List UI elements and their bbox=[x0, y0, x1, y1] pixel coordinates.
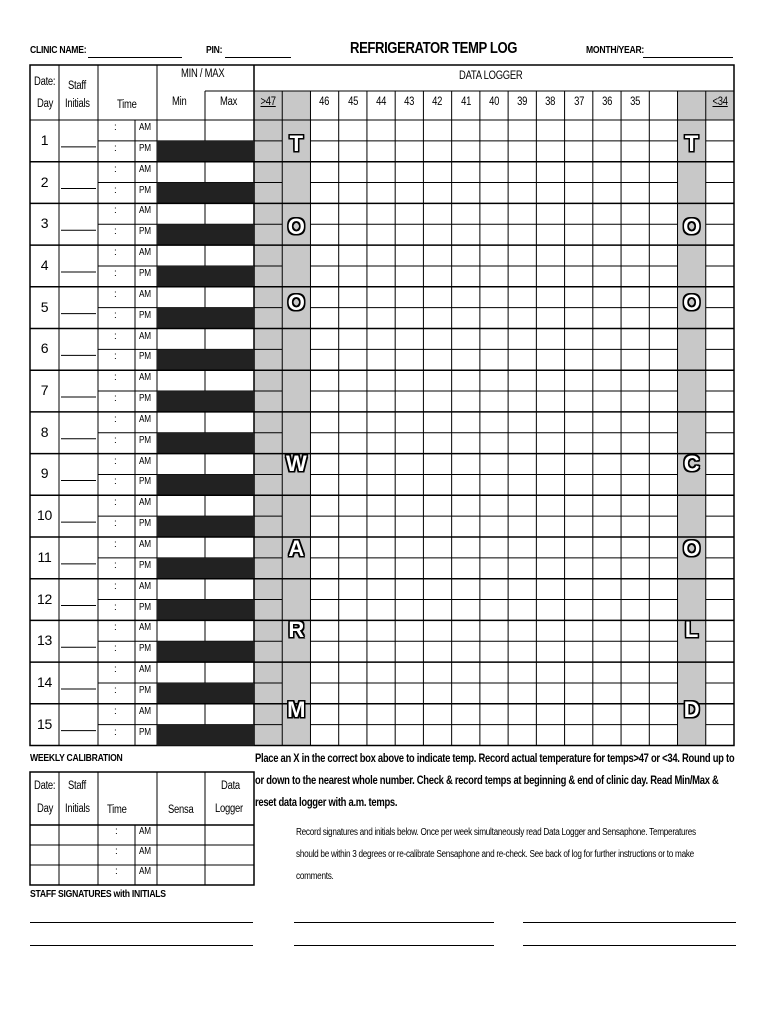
am-label: AM bbox=[139, 330, 151, 342]
day-number: 3 bbox=[40, 215, 49, 232]
too-warm-letter: O bbox=[287, 214, 305, 239]
day-number: 2 bbox=[40, 173, 49, 190]
pm-label: PM bbox=[139, 684, 151, 696]
am-label: AM bbox=[139, 497, 151, 509]
temp-header-42: 42 bbox=[432, 96, 443, 108]
pm-label: PM bbox=[139, 601, 151, 613]
signature-line[interactable] bbox=[523, 922, 736, 923]
signature-line[interactable] bbox=[294, 922, 494, 923]
pm-label: PM bbox=[139, 434, 151, 446]
signature-line[interactable] bbox=[294, 945, 494, 946]
min-header: Min bbox=[172, 96, 187, 108]
too-warm-letter: W bbox=[285, 451, 307, 476]
pm-label: PM bbox=[139, 726, 151, 738]
pm-minmax-blackout bbox=[157, 266, 254, 287]
day-number: 11 bbox=[37, 548, 52, 565]
am-label: AM bbox=[139, 580, 151, 592]
am-label: AM bbox=[139, 372, 151, 384]
instruction-line-3: reset data logger with a.m. temps. bbox=[255, 797, 398, 809]
too-cold-letter: T bbox=[684, 131, 699, 156]
date-header: Date: bbox=[34, 76, 56, 88]
temp-header-37: 37 bbox=[573, 96, 584, 108]
pm-minmax-blackout bbox=[157, 516, 254, 537]
day-number: 4 bbox=[40, 256, 49, 273]
gray-column bbox=[282, 91, 310, 746]
pm-minmax-blackout bbox=[157, 391, 254, 412]
time-colon: : bbox=[114, 518, 117, 530]
time-colon: : bbox=[114, 684, 117, 696]
time-colon: : bbox=[114, 288, 117, 300]
data-logger-header: DATA LOGGER bbox=[459, 70, 523, 82]
cal-staff-header: Staff bbox=[68, 780, 87, 792]
note-line-2: should be within 3 degrees or re-calibrate Sensaphone and re-check. See back of log for further instructions or to make bbox=[296, 849, 694, 860]
temp-header-46: 46 bbox=[319, 96, 330, 108]
pm-label: PM bbox=[139, 476, 151, 488]
pm-label: PM bbox=[139, 351, 151, 363]
too-warm-letter: T bbox=[289, 131, 304, 156]
day-number: 1 bbox=[40, 131, 49, 148]
month-year-label: MONTH/YEAR: bbox=[586, 44, 645, 56]
time-colon: : bbox=[114, 643, 117, 655]
time-colon: : bbox=[114, 580, 117, 592]
time-colon: : bbox=[114, 455, 117, 467]
time-colon: : bbox=[114, 122, 117, 133]
time-colon: : bbox=[114, 413, 117, 425]
time-colon: : bbox=[114, 559, 117, 571]
time-colon: : bbox=[115, 826, 118, 837]
time-colon: : bbox=[114, 434, 117, 446]
cal-logger-header: Logger bbox=[215, 803, 243, 815]
cal-initials-header: Initials bbox=[65, 803, 90, 815]
temp-header-44: 44 bbox=[376, 96, 387, 108]
am-label: AM bbox=[139, 539, 151, 550]
signatures-heading: STAFF SIGNATURES with INITIALS bbox=[30, 888, 166, 900]
gray-column bbox=[678, 91, 706, 746]
pin-label: PIN: bbox=[206, 44, 223, 56]
cal-day-header: Day bbox=[37, 803, 54, 815]
temp-header-34: <34 bbox=[712, 96, 728, 108]
signature-line[interactable] bbox=[30, 945, 253, 946]
note-line-3: comments. bbox=[296, 871, 334, 882]
pm-minmax-blackout bbox=[157, 183, 254, 204]
time-colon: : bbox=[114, 163, 117, 175]
time-colon: : bbox=[114, 539, 117, 550]
minmax-header: MIN / MAX bbox=[181, 68, 225, 80]
cal-date-header: Date: bbox=[34, 780, 56, 792]
temp-header-43: 43 bbox=[404, 96, 415, 108]
gray-column bbox=[254, 91, 282, 746]
pm-minmax-blackout bbox=[157, 558, 254, 579]
time-colon: : bbox=[114, 184, 117, 196]
am-label: AM bbox=[139, 455, 151, 467]
time-header: Time bbox=[117, 99, 137, 111]
am-label: AM bbox=[139, 247, 151, 259]
pm-minmax-blackout bbox=[157, 641, 254, 662]
too-cold-letter: D bbox=[683, 697, 700, 722]
time-colon: : bbox=[114, 351, 117, 363]
too-cold-letter: C bbox=[683, 451, 700, 476]
pm-label: PM bbox=[139, 267, 151, 279]
am-label: AM bbox=[139, 288, 151, 300]
too-cold-letter: O bbox=[683, 290, 701, 315]
cal-data-header: Data bbox=[221, 780, 240, 792]
max-header: Max bbox=[220, 96, 238, 108]
temp-header-36: 36 bbox=[601, 96, 612, 108]
too-warm-letter: A bbox=[288, 536, 305, 561]
signature-line[interactable] bbox=[30, 922, 253, 923]
time-colon: : bbox=[114, 705, 117, 717]
time-colon: : bbox=[114, 142, 117, 154]
signature-line[interactable] bbox=[523, 945, 736, 946]
page-title: REFRIGERATOR TEMP LOG bbox=[350, 40, 518, 57]
time-colon: : bbox=[114, 309, 117, 321]
am-label: AM bbox=[139, 846, 151, 857]
time-colon: : bbox=[114, 372, 117, 384]
am-label: AM bbox=[139, 205, 151, 217]
day-number: 14 bbox=[37, 673, 52, 690]
day-number: 9 bbox=[40, 465, 49, 482]
day-number: 5 bbox=[40, 298, 49, 315]
temp-header-35: 35 bbox=[630, 96, 641, 108]
time-colon: : bbox=[114, 497, 117, 509]
too-warm-letter: O bbox=[287, 290, 305, 315]
am-label: AM bbox=[139, 163, 151, 175]
day-number: 15 bbox=[37, 715, 52, 732]
pm-minmax-blackout bbox=[157, 141, 254, 162]
am-label: AM bbox=[139, 622, 151, 634]
day-header: Day bbox=[37, 98, 54, 110]
am-label: AM bbox=[139, 705, 151, 717]
time-colon: : bbox=[114, 330, 117, 342]
pm-minmax-blackout bbox=[157, 433, 254, 454]
cal-sensa-header: Sensa bbox=[168, 804, 194, 816]
instruction-line-1: Place an X in the correct box above to indicate temp. Record actual temperature for temps>47 or <34. Round up to bbox=[255, 753, 735, 765]
temp-header-41: 41 bbox=[460, 96, 471, 108]
pm-minmax-blackout bbox=[157, 683, 254, 704]
time-colon: : bbox=[114, 476, 117, 488]
pm-label: PM bbox=[139, 518, 151, 530]
am-label: AM bbox=[139, 122, 151, 133]
pm-label: PM bbox=[139, 184, 151, 196]
too-warm-letter: R bbox=[288, 617, 305, 642]
grid-border bbox=[30, 65, 734, 746]
too-warm-letter: M bbox=[287, 697, 306, 722]
pm-minmax-blackout bbox=[157, 308, 254, 329]
pm-minmax-blackout bbox=[157, 600, 254, 621]
pm-label: PM bbox=[139, 559, 151, 571]
pm-minmax-blackout bbox=[157, 725, 254, 746]
pm-label: PM bbox=[139, 393, 151, 405]
day-number: 8 bbox=[40, 423, 49, 440]
day-number: 13 bbox=[37, 632, 52, 649]
staff-header: Staff bbox=[68, 80, 87, 92]
time-colon: : bbox=[115, 846, 118, 857]
temp-header-47: >47 bbox=[260, 96, 276, 108]
pm-label: PM bbox=[139, 142, 151, 154]
time-colon: : bbox=[114, 247, 117, 259]
time-colon: : bbox=[114, 622, 117, 634]
day-number: 6 bbox=[40, 340, 49, 357]
pm-minmax-blackout bbox=[157, 224, 254, 245]
temp-header-38: 38 bbox=[545, 96, 556, 108]
am-label: AM bbox=[139, 826, 151, 837]
day-number: 7 bbox=[40, 382, 49, 399]
day-number: 12 bbox=[37, 590, 52, 607]
am-label: AM bbox=[139, 664, 151, 676]
time-colon: : bbox=[114, 226, 117, 238]
am-label: AM bbox=[139, 866, 151, 877]
temp-header-45: 45 bbox=[347, 96, 358, 108]
note-line-1: Record signatures and initials below. Once per week simultaneously read Data Logger and Sensaphone. Temperatures bbox=[296, 827, 696, 838]
am-label: AM bbox=[139, 413, 151, 425]
pm-minmax-blackout bbox=[157, 474, 254, 495]
calibration-heading: WEEKLY CALIBRATION bbox=[30, 752, 123, 764]
initials-header: Initials bbox=[65, 98, 90, 110]
cal-time-header: Time bbox=[107, 804, 127, 816]
pm-label: PM bbox=[139, 226, 151, 238]
time-colon: : bbox=[114, 664, 117, 676]
time-colon: : bbox=[115, 866, 118, 877]
clinic-name-label: CLINIC NAME: bbox=[30, 44, 87, 56]
pm-minmax-blackout bbox=[157, 349, 254, 370]
day-number: 10 bbox=[37, 507, 52, 524]
pm-label: PM bbox=[139, 309, 151, 321]
pm-label: PM bbox=[139, 643, 151, 655]
instruction-line-2: or down to the nearest whole number. Check & record temps at beginning & end of clinic day. Read Min/Max & bbox=[255, 775, 719, 787]
time-colon: : bbox=[114, 601, 117, 613]
time-colon: : bbox=[114, 205, 117, 217]
time-colon: : bbox=[114, 267, 117, 279]
temp-header-40: 40 bbox=[488, 96, 499, 108]
too-cold-letter: O bbox=[683, 214, 701, 239]
temp-header-39: 39 bbox=[517, 96, 528, 108]
too-cold-letter: L bbox=[684, 617, 699, 642]
time-colon: : bbox=[114, 393, 117, 405]
time-colon: : bbox=[114, 726, 117, 738]
too-cold-letter: O bbox=[683, 536, 701, 561]
